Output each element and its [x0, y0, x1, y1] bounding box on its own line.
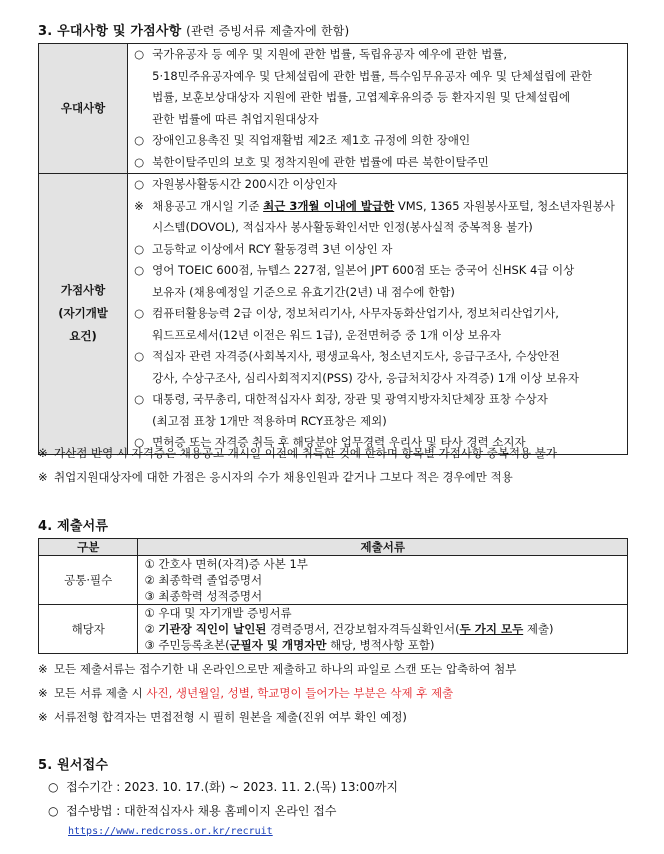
note: ※ 취업지원대상자에 대한 가점은 응시자의 수가 채용인원과 같거나 그보다 적은 경우에만 적용	[38, 470, 513, 484]
table-row-bonus	[39, 174, 628, 455]
list-item: ○ 영어 TOEIC 600점, 뉴텝스 227점, 일본어 JPT 600점 또는 중국어 신HSK 4급 이상	[134, 263, 575, 277]
list-item: ③ 주민등록초본(군필자 및 개명자만 해당, 병적사항 포함)	[144, 638, 435, 652]
list-item: ○ 자원봉사활동시간 200시간 이상인자	[134, 177, 337, 191]
column-header: 제출서류	[138, 539, 628, 556]
list-item: 관한 법률에 따른 취업지원대상자	[152, 111, 319, 126]
list-item: ○ 장애인고용촉진 및 직업재활법 제2조 제1호 규정에 의한 장애인	[134, 133, 471, 147]
list-item: 5·18민주유공자예우 및 단체설립에 관한 법률, 특수임무유공자 예우 및 단체설립에 관한	[152, 68, 593, 83]
column-header: 구분	[39, 539, 138, 556]
section3-heading	[38, 20, 349, 39]
section3-title: 3. 우대사항 및 가점사항	[38, 24, 182, 39]
list-item: ① 간호사 면허(자격)증 사본 1부	[144, 557, 308, 571]
note: ※ 모든 제출서류는 접수기한 내 온라인으로만 제출하고 하나의 파일로 스캔 또는 압축하여 첨부	[38, 662, 517, 676]
list-item: ② 기관장 직인이 날인된 경력증명서, 건강보험자격득실확인서(두 가지 모두 제출)	[144, 622, 554, 636]
emphasis-text: 최근 3개월 이내에 발급한	[263, 198, 395, 213]
list-item: ○ 북한이탈주민의 보호 및 정착지원에 관한 법률에 따른 북한이탈주민	[134, 154, 489, 169]
row-label: 해당자	[39, 605, 138, 654]
list-item: ○ 면허증 또는 자격증 취득 후 해당분야 업무경력 우리사 및 타사 경력 소지자	[134, 435, 526, 449]
row-label-bonus: 가점사항 (자기개발 요건)	[39, 174, 128, 455]
table-row-preference	[39, 44, 628, 174]
section5-title: 5. 원서접수	[38, 758, 109, 773]
table-row	[39, 556, 628, 605]
list-item: ○ 적십자 관련 자격증(사회복지사, 평생교육사, 청소년지도사, 응급구조사, 수상안전	[134, 349, 560, 363]
table-header-row	[39, 539, 628, 556]
list-item: 강사, 수상구조사, 심리사회적지지(PSS) 강사, 응급처치강사 자격증) 1개 이상 보유자	[152, 370, 580, 385]
list-item: 보유자 (채용예정일 기준으로 유효기간(2년) 내 점수에 한함)	[152, 284, 455, 299]
list-item: (최고점 표창 1개만 적용하며 RCY표창은 제외)	[152, 413, 387, 428]
row-content	[138, 556, 628, 605]
list-item: ③ 최종학력 성적증명서	[144, 589, 263, 603]
list-item: ② 최종학력 졸업증명서	[144, 573, 263, 587]
row-label-preference: 우대사항	[39, 44, 128, 174]
list-item: ※ 채용공고 개시일 기준 최근 3개월 이내에 발급한 VMS, 1365 자원봉사포털, 청소년자원봉사	[134, 198, 615, 213]
list-item: 워드프로세서(12년 이전은 워드 1급), 운전면허증 중 1개 이상 보유자	[152, 327, 502, 342]
section3-subtitle: (관련 증빙서류 제출자에 한함)	[186, 24, 350, 38]
row-content	[138, 605, 628, 654]
documents-table	[38, 538, 628, 654]
note: ※ 가산점 반영 시 자격증은 채용공고 개시일 이전에 취득한 것에 한하며 항목별 가점사항 중복적용 불가	[38, 446, 557, 460]
row-label: 공통·필수	[39, 556, 138, 605]
bonus-content	[128, 174, 628, 455]
table-row	[39, 605, 628, 654]
application-period: ○ 접수기간 : 2023. 10. 17.(화) ~ 2023. 11. 2.(목) 13:00까지	[48, 780, 399, 794]
preference-content	[128, 44, 628, 174]
list-item: ○ 컴퓨터활용능력 2급 이상, 정보처리기사, 사무자동화산업기사, 정보처리산업기사,	[134, 306, 559, 320]
note: ※ 모든 서류 제출 시 사진, 생년월일, 성별, 학교명이 들어가는 부분은 삭제 후 제출	[38, 686, 454, 700]
list-item: 시스템(DOVOL), 적십자사 봉사활동확인서만 인정(봉사실적 중복적용 불가)	[152, 220, 533, 234]
red-warning-text: 사진, 생년월일, 성별, 학교명이 들어가는 부분은 삭제 후 제출	[146, 686, 454, 700]
list-item: ○ 고등학교 이상에서 RCY 활동경력 3년 이상인 자	[134, 241, 393, 256]
recruit-link[interactable]: https://www.redcross.or.kr/recruit	[68, 826, 273, 837]
preference-table	[38, 43, 628, 455]
list-item: ○ 대통령, 국무총리, 대한적십자사 회장, 장관 및 광역지방자치단체장 표창 수상자	[134, 392, 548, 406]
application-method: ○ 접수방법 : 대한적십자사 채용 홈페이지 온라인 접수	[48, 804, 337, 818]
list-item: ○ 국가유공자 등 예우 및 지원에 관한 법률, 독립유공자 예우에 관한 법률,	[134, 47, 508, 61]
section4-title: 4. 제출서류	[38, 519, 109, 534]
list-item: ① 우대 및 자기개발 증빙서류	[144, 606, 292, 620]
list-item: 법률, 보훈보상대상자 지원에 관한 법률, 고엽제후유의증 등 환자지원 및 단체설립에	[152, 90, 571, 104]
note: ※ 서류전형 합격자는 면접전형 시 필히 원본을 제출(진위 여부 확인 예정)	[38, 710, 407, 724]
